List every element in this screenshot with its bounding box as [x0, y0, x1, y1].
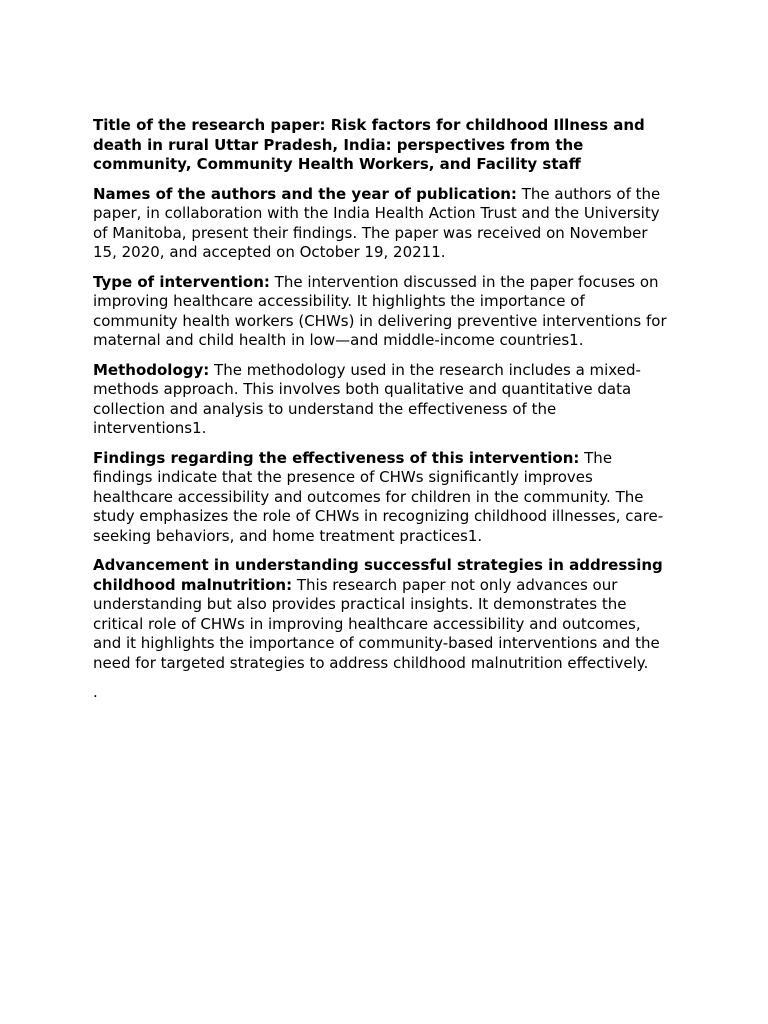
section-authors: [93, 185, 673, 263]
section-intervention-type: [93, 273, 673, 351]
section-label: Methodology:: [93, 360, 210, 379]
section-text: The authors of the paper, in collaboration with the India Health Action Trust and the University of Manitoba, present their findings. The paper was received on November 15, 2020, and accepted on October 19, 20211.: [93, 184, 661, 261]
section-findings: [93, 449, 673, 547]
section-label: Advancement in understanding successful strategies in addressing childhood malnutrition:: [93, 556, 663, 594]
section-methodology: [93, 361, 673, 439]
section-text: This research paper not only advances our understanding but also provides practical insights. It demonstrates the critical role of CHWs in improving healthcare accessibility and outcomes, and it highlights the importance of community-based interventions and the need for targeted strategies to address childhood malnutrition effectively.: [93, 575, 660, 672]
section-text: The intervention discussed in the paper focuses on improving healthcare accessibility. It highlights the importance of community health workers (CHWs) in delivering preventive interventions for maternal and child health in low—and middle-income countries1.: [93, 272, 667, 349]
section-label: Type of intervention:: [93, 272, 270, 291]
section-label: Findings regarding the effectiveness of this intervention:: [93, 448, 580, 467]
paper-title: Title of the research paper: Risk factors for childhood Illness and death in rural Uttar Pradesh, India: perspectives from the community, Community Health Workers, and Facility staff: [93, 116, 645, 173]
section-advancement: [93, 556, 673, 673]
section-text: The methodology used in the research includes a mixed-methods approach. This involves both qualitative and quantitative data collection and analysis to understand the effectiveness of the interventions1.: [93, 360, 641, 437]
section-label: Names of the authors and the year of publication:: [93, 184, 517, 203]
document-page: [93, 116, 673, 713]
trailing-period: .: [93, 683, 98, 701]
section-text: The findings indicate that the presence of CHWs significantly improves healthcare accessibility and outcomes for children in the community. The study emphasizes the role of CHWs in recognizing childhood illnesses, care-seeking behaviors, and home treatment practices1.: [93, 448, 664, 545]
